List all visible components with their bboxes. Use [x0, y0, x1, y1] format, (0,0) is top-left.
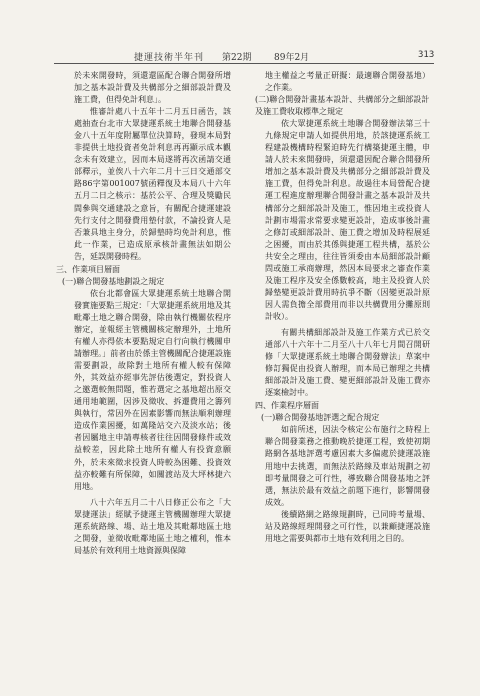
page-number: 313: [418, 50, 435, 60]
section-heading: 三、作業項目層面: [56, 264, 120, 274]
right-column: [255, 70, 430, 545]
paragraph: 惟審計處八十五年十二月五日函告，該處抽查台北市大眾捷運系統土地聯合開發基金八十五年度附屬單位決算時，發現本局對非提供土地投資者免計利息再再顯示成本觀念未有效建立，因而本局遂將再次函請交通部釋示，並俟八十六年二月十三日交通部交路86字第001007號函釋復及本局八十六年五月二日之核示：基於公平、合理及獎勵民間參與交通建設之意旨，有關配合捷運建設先行支付之開發費用墊付款，不論投資人是否兼具地主身分，於歸墊時均免計利息，惟此一作業，已造成原承核計畫無法如期公告，延誤開發時程。: [74, 107, 231, 261]
paragraph: 後續路網之路線規劃時，已同時考量場、站及路線經理開發之可行性，以兼顧捷運設施用地之需要與都市土地有效利用之目的。: [265, 509, 430, 543]
section-heading: 四、作業程序層面: [255, 401, 319, 411]
paragraph: 於未來開發時，須還還區配合聯合開發所增加之基本設計費及共構部分之細部設計費及施工費，但得免計利息」。: [74, 71, 231, 105]
subsection-heading: (一)聯合開發基地評選之配合規定: [261, 413, 380, 423]
left-column: [56, 70, 231, 557]
running-header: [54, 48, 434, 64]
issue-date: 89年2月: [274, 53, 310, 63]
subsection-heading: (二)聯合開發計畫基本設計、共構部分之細部設計及施工費收取標準之規定: [255, 95, 430, 117]
issue-number: 第22期: [222, 53, 252, 63]
paragraph: 地主權益之考量正研擬：最適聯合開發基地）之作業。: [265, 71, 430, 93]
header-rule: [54, 63, 434, 64]
subsection-heading: (一)聯合開發基地劃設之規定: [62, 276, 165, 286]
paragraph: 依大眾捷運系統土地聯合開發辦法第三十九條規定申請人如提供用地，於該捷運系統工程建設機構時程緊迫時先行構築捷運主體，申請人於未來開發時，須還還因配合聯合開發所增加之基本設計費及共構部分之細部設計費及施工費，但得免計利息。故過往本局營配合捷運工程進度辦理聯合開發計畫之基本設計及共構部分之細部設計及施工，惟因地主或投資人計劃市場需求常要求變更設計，造成事後計畫之修訂或細部設計、施工費之增加及時程展延之困擾，而由於其係與捷運工程共構，基於公共安全之理由，往往皆須委由本局細部設計顧問或施工承商辦理，然因本局要求之審查作業及施工程序及安全係數較高，地主及投資人於歸墊變更設計費用時抗爭不斷（因變更設計原因人需負擔全部費用而非以共構費用分攤原則計收）。: [265, 119, 430, 321]
paragraph: 依台北都會區大眾捷運系統土地聯合開發實施要點三規定：「大眾捷運系統用地及其毗鄰土地之聯合開發，除由執行機關依程序辦定，並報經主管機關核定辦理外，土地所有權人亦得依本要點規定自行向執行機關申請辦理。」前者由於係主管機關配合捷運設施需要劃設，故除對土地所有權人較有保障外，其效益亦經事先評估後選定，對投資人之邀選較無問題，惟若選定之基地超出原交通用地範圍，因涉及徵收、拆遷費用之籌列與執行，常因外在因素影響而無法順利辦理造成作業困擾，如萬隆站交六及淡水站；後者因屬地主申請專核者往往因開發條件或效益較差，因此除土地所有權人有投資意願外，於未來徵求投資人時較為困難、投資效益亦較難有所保障，如關渡站及大坪林捷六用地。: [74, 288, 231, 491]
journal-title: 捷運技術半年刊: [134, 53, 205, 63]
paragraph: 八十六年五月二十八日修正公布之「大眾捷運法」經賦予捷運主管機關辦理大眾捷運系統路線、場、站土地及其毗鄰地區土地之開發，並徵收毗鄰地區土地之權利，惟本局基於有效利用土地資源與保障: [74, 497, 231, 555]
paragraph: 有關共構細部設計及施工作業方式已於交通部八十六年十二月至八十八年七月間召開研修「大眾捷運系統土地聯合開發辦法」草案中修訂獨促由投資人辦理，而本局已辦理之共構細部設計及施工費、變更細部設計及施工費亦逐案檢討中。: [265, 327, 430, 398]
paragraph: 如前所述，因法令核定公布施行之時程上聯合開發業務之推動晚於捷運工程，致使初期路網各基地評選考慮因素大多偏處於捷運設施用地中去挑選，而無法於路線及車站規劃之初即考量開發之可行性，導致聯合開發基地之評選，無法於最有效益之前題下進行，影響開發成效。: [265, 425, 430, 507]
